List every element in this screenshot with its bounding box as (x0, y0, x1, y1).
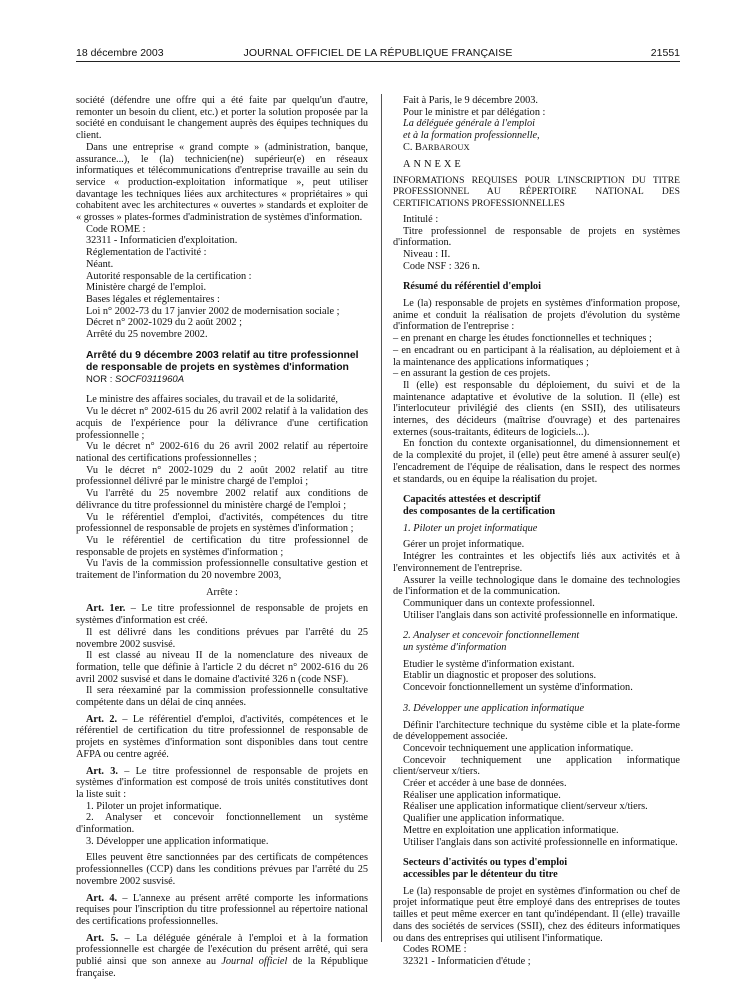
capacite-3-title: 3. Développer une application informatique (403, 702, 585, 714)
article-5 (76, 933, 368, 980)
rome-value: 32311 - Informaticien d'exploitation. (86, 235, 238, 247)
article-1-text: – Le titre professionnel de responsable de projets en systèmes d'information est créé. (76, 603, 368, 627)
header-date: 18 décembre 2003 (76, 47, 164, 59)
visa-4: Vu l'arrêté du 25 novembre 2002 relatif aux conditions de délivrance du titre professionnel du ministère chargé de l'emploi ; (76, 488, 368, 511)
resume-title: Résumé du référentiel d'emploi (403, 281, 541, 293)
delegation-line: Pour le ministre et par délégation : (403, 106, 546, 118)
article-5-text-a: – La déléguée générale à l'emploi et à la formation professionnelle est chargée de l'exécution du présent arrêté, qui sera publié ainsi que son annexe au (76, 932, 368, 968)
signataire-title-2: et à la formation professionnelle, (403, 130, 540, 142)
capacite-2-item-1: Etudier le système d'information existant. (403, 658, 575, 670)
bases-label: Bases légales et réglementaires : (86, 293, 220, 305)
capacite-2-item-2: Etablir un diagnostic et proposer des solutions. (403, 670, 597, 682)
visa-2: Vu le décret n° 2002-616 du 26 avril 2002 relatif au répertoire national des certifications professionnelles ; (76, 441, 368, 464)
article-3-item-2: 2. Analyser et concevoir fonctionnellement un système d'information. (76, 812, 368, 836)
capacite-3-item-2: Concevoir techniquement une application informatique. (403, 742, 634, 754)
visa-6: Vu le référentiel de certification du titre professionnel de responsable de projets en systèmes d'information ; (76, 534, 368, 558)
capacite-1-item-2: Intégrer les contraintes et les objectifs liés aux activités et à l'environnement de l'entreprise. (393, 551, 680, 574)
resume-paragraph-1: Le (la) responsable de projets en systèmes d'information propose, anime et conduit la réalisation de projets d'évolution du système d'information de l'entreprise : (393, 298, 680, 333)
capacite-1-item-5: Utiliser l'anglais dans son activité professionnelle en informatique. (403, 609, 678, 621)
article-4 (76, 893, 368, 928)
article-1-paragraph-4: Il sera réexaminé par la commission professionnelle consultative compétente dans un délai de cinq années. (76, 685, 368, 709)
article-3 (76, 766, 368, 801)
column-divider (381, 94, 382, 942)
resume-item-2: – en encadrant ou en participant à la réalisation, au déploiement et à la maintenance des applications informatiques ; (393, 344, 680, 368)
header-journal-title: JOURNAL OFFICIEL DE LA RÉPUBLIQUE FRANÇAISE (243, 47, 513, 59)
autorite-value: Ministère chargé de l'emploi. (86, 282, 207, 294)
capacite-3-item-6: Réaliser une application informatique client/serveur x/tiers. (403, 801, 648, 813)
capacite-1-title: 1. Piloter un projet informatique (403, 522, 538, 534)
visa-5: Vu le référentiel d'emploi, d'activités, compétences du titre professionnel de responsable de projets en systèmes d'information ; (76, 511, 368, 535)
resume-paragraph-3: En fonction du contexte organisationnel, du dimensionnement et de la complexité du projet, il (elle) peut être amené à assurer seul(e) l'encadrement de l'équipe de réalisation, dans le respect des normes et standards, ou en équipe la réalisation du projet. (393, 438, 680, 485)
resume-item-3: – en assurant la gestion de ces projets. (393, 368, 551, 380)
article-3-item-1: 1. Piloter un projet informatique. (86, 800, 222, 812)
capacite-3-item-3: Concevoir techniquement une application informatique client/serveur x/tiers. (393, 754, 680, 778)
autorite-label: Autorité responsable de la certification : (86, 270, 252, 282)
nor-reference (76, 374, 368, 386)
article-5-label: Art. 5. (86, 932, 119, 944)
left-column (76, 95, 368, 980)
capacite-3-item-7: Qualifier une application informatique. (403, 813, 565, 825)
signataire-name-rest: ARBAROUX (421, 141, 470, 152)
bases-value-2: Décret n° 2002-1029 du 2 août 2002 ; (86, 317, 242, 329)
arrete-title-line-1: Arrêté du 9 décembre 2003 relatif au titre professionnel (86, 349, 359, 361)
code-nsf: Code NSF : 326 n. (403, 260, 480, 272)
nor-label: NOR : (86, 373, 116, 385)
article-5-text-b: de la République française. (76, 956, 368, 979)
article-3-item-3: 3. Développer une application informatique. (86, 835, 269, 847)
article-4-text: – L'annexe au présent arrêté comporte les informations requises pour l'inscription du titre professionnel au répertoire national des certifications professionnelles. (76, 892, 369, 927)
article-2-label: Art. 2. (86, 713, 118, 725)
capacite-3-item-8: Mettre en exploitation une application informatique. (403, 824, 619, 836)
arrete-title-line-2: de responsable de projets en systèmes d'information (86, 361, 349, 373)
capacite-3-item-4: Créer et accéder à une base de données. (403, 778, 567, 790)
article-3-label: Art. 3. (86, 765, 118, 777)
secteurs-title-2: accessibles par le détenteur du titre (403, 868, 558, 880)
article-4-label: Art. 4. (86, 892, 118, 904)
capacite-3-item-5: Réaliser une application informatique. (403, 789, 561, 801)
article-1 (76, 603, 368, 626)
codes-rome-label: Codes ROME : (403, 944, 467, 956)
capacite-2-item-3: Concevoir fonctionnellement un système d'information. (403, 682, 633, 694)
capacites-title-2: des composantes de la certification (403, 506, 556, 517)
capacite-3-item-9: Utiliser l'anglais dans son activité professionnelle en informatique. (403, 836, 678, 848)
visa-3: Vu le décret n° 2002-1029 du 2 août 2002 relatif au titre professionnel délivré par le ministre chargé de l'emploi ; (76, 464, 368, 488)
signataire-name-initial: C. B (403, 141, 422, 153)
bases-value-3: Arrêté du 25 novembre 2002. (86, 329, 208, 341)
nor-value: SOCF0311960A (115, 373, 185, 385)
info-title: INFORMATIONS REQUISES POUR L'INSCRIPTION DU TITRE PROFESSIONNEL AU RÉPERTOIRE NATIONAL DES CERTIFICATIONS PROFESSIONNELLES (393, 175, 680, 209)
capacite-1-item-1: Gérer un projet informatique. (403, 539, 525, 551)
header-page-number: 21551 (650, 47, 680, 59)
article-1-paragraph-2: Il est délivré dans les conditions prévues par l'arrêté du 25 novembre 2002 susvisé. (76, 626, 368, 650)
visa-7: Vu l'avis de la commission professionnelle consultative gestion et traitement de l'information du 20 novembre 2003, (76, 558, 368, 582)
arrete-word: Arrête : (206, 586, 238, 598)
right-column (393, 95, 680, 968)
article-2-text: – Le référentiel d'emploi, d'activités, compétences et le référentiel de certification du titre professionnel de responsable de projets en systèmes d'information sont disponibles dans tout centre AFPA ou centre agréé. (76, 713, 368, 760)
article-2 (76, 714, 368, 761)
article-3-paragraph-2: Elles peuvent être sanctionnées par des certificats de compétences professionnelles (CCP) dans les conditions prévues par l'arrêté du 25 novembre 2002 susvisé. (76, 852, 368, 887)
secteurs-paragraph: Le (la) responsable de projet en systèmes d'information ou chef de projet informatique peut être employé dans des entreprises de toutes tailles et peut même exercer en tant qu'indépendant. Il (elle) travaille dans des sociétés de services (SSII), chez des éditeurs informatiques ou dans des entreprises qui utilisent l'informatique. (393, 885, 680, 944)
intro-paragraph-1: société (défendre une offre qui a été faite par quelqu'un d'autre, remonter un besoin du client, etc.) et porter la solution proposée par la société en conduisant le changement auprès des équipes techniques du client. (76, 95, 368, 142)
signataire-name (393, 142, 680, 154)
capacite-2-title-2: un système d'information (403, 642, 507, 654)
capacite-1-item-3: Assurer la veille technologique dans le domaine des technologies de l'information et de la communication. (393, 574, 680, 598)
intitule-label: Intitulé : (403, 213, 439, 225)
visa-0: Le ministre des affaires sociales, du travail et de la solidarité, (86, 394, 338, 406)
article-1-label: Art. 1er. (86, 603, 126, 615)
article-1-paragraph-3: Il est classé au niveau II de la nomenclature des niveaux de formation, telle que définie à l'article 2 du décret n° 2002-616 du 26 avril 2002 susvisé et dans le domaine d'activité 326 n (code NSF). (76, 650, 368, 685)
article-3-text: – Le titre professionnel de responsable de projets en systèmes d'information est composé de trois unités constitutives dont la liste suit : (76, 765, 368, 800)
secteurs-title-1: Secteurs d'activités ou types d'emploi (403, 857, 568, 869)
signataire-title-1: La déléguée générale à l'emploi (403, 118, 536, 130)
journal-officiel-ref: Journal officiel (221, 956, 288, 968)
capacite-2-title-1: 2. Analyser et concevoir fonctionnellement (403, 630, 580, 642)
annexe-heading: ANNEXE (403, 158, 464, 170)
codes-rome-value: 32321 - Informaticien d'étude ; (403, 955, 531, 967)
capacites-title-1: Capacités attestées et descriptif (403, 494, 541, 506)
page-header (76, 46, 680, 62)
reglementation-value: Néant. (86, 258, 114, 270)
intitule-value: Titre professionnel de responsable de projets en systèmes d'information. (393, 225, 680, 249)
visa-1: Vu le décret n° 2002-615 du 26 avril 2002 relatif à la validation des acquis de l'expérience pour la délivrance d'une certification professionnelle ; (76, 406, 368, 441)
capacite-3-item-1: Définir l'architecture technique du système cible et la plate-forme de développement associée. (393, 719, 680, 743)
fait-a-paris: Fait à Paris, le 9 décembre 2003. (403, 95, 538, 106)
rome-label: Code ROME : (86, 223, 146, 235)
capacite-1-item-4: Communiquer dans un contexte professionnel. (403, 597, 595, 609)
reglementation-label: Réglementation de l'activité : (86, 247, 207, 259)
niveau: Niveau : II. (403, 248, 451, 260)
bases-value-1: Loi n° 2002-73 du 17 janvier 2002 de modernisation sociale ; (86, 305, 340, 317)
resume-paragraph-2: Il (elle) est responsable du déploiement, du suivi et de la maintenance adaptative et évolutive de la solution. Il (elle) est l'interlocuteur privilégié des clients (en SSII), des utilisateurs internes, des décideurs (maîtrise d'ouvrage) et des partenaires externes (sous-traitants, éditeurs de logiciels...). (393, 379, 680, 438)
header-rule (76, 61, 680, 62)
intro-paragraph-2: Dans une entreprise « grand compte » (administration, banque, assurance...), le (la) technicien(ne) supérieur(e) en réseaux informatiques et télécommunications d'entreprise travaille au sein du service « production-exploitation informatique », peut utiliser davantage les techniques liées aux architectures « propriétaires » qui cohabitent avec les architectures « ouvertes » standards et exploiter de « grosses » plates-formes d'administration de systèmes d'information. (76, 141, 368, 224)
resume-item-1: – en prenant en charge les études fonctionnelles et techniques ; (393, 333, 652, 345)
